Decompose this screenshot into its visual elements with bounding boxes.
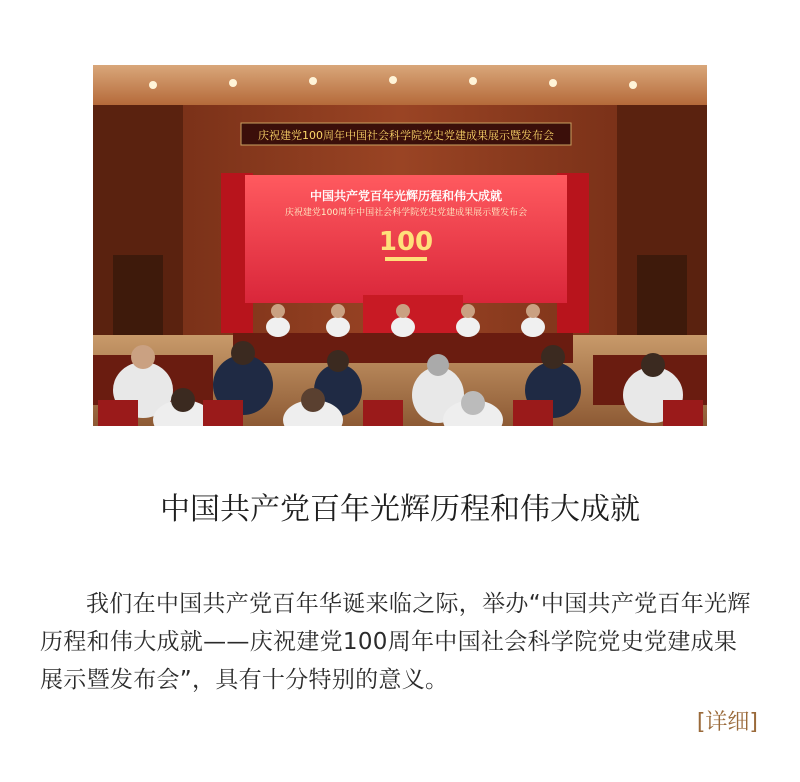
article-description: 我们在中国共产党百年华诞来临之际，举办“中国共产党百年光辉历程和伟大成就——庆祝建党100周年中国社会科学院党史党建成果展示暨发布会”，具有十分特别的意义。 bbox=[40, 591, 751, 693]
article-title: 中国共产党百年光辉历程和伟大成就 bbox=[160, 492, 640, 527]
screen-emblem: 100 bbox=[378, 227, 434, 257]
detail-link[interactable]: [详细] bbox=[696, 710, 758, 735]
screen-subtitle: 庆祝建党100周年中国社会科学院党史党建成果展示暨发布会 bbox=[284, 208, 528, 218]
news-photo[interactable] bbox=[93, 65, 707, 426]
screen-title: 中国共产党百年光辉历程和伟大成就 bbox=[309, 189, 503, 203]
banner-text: 庆祝建党100周年中国社会科学院党史党建成果展示暨发布会 bbox=[258, 129, 554, 142]
